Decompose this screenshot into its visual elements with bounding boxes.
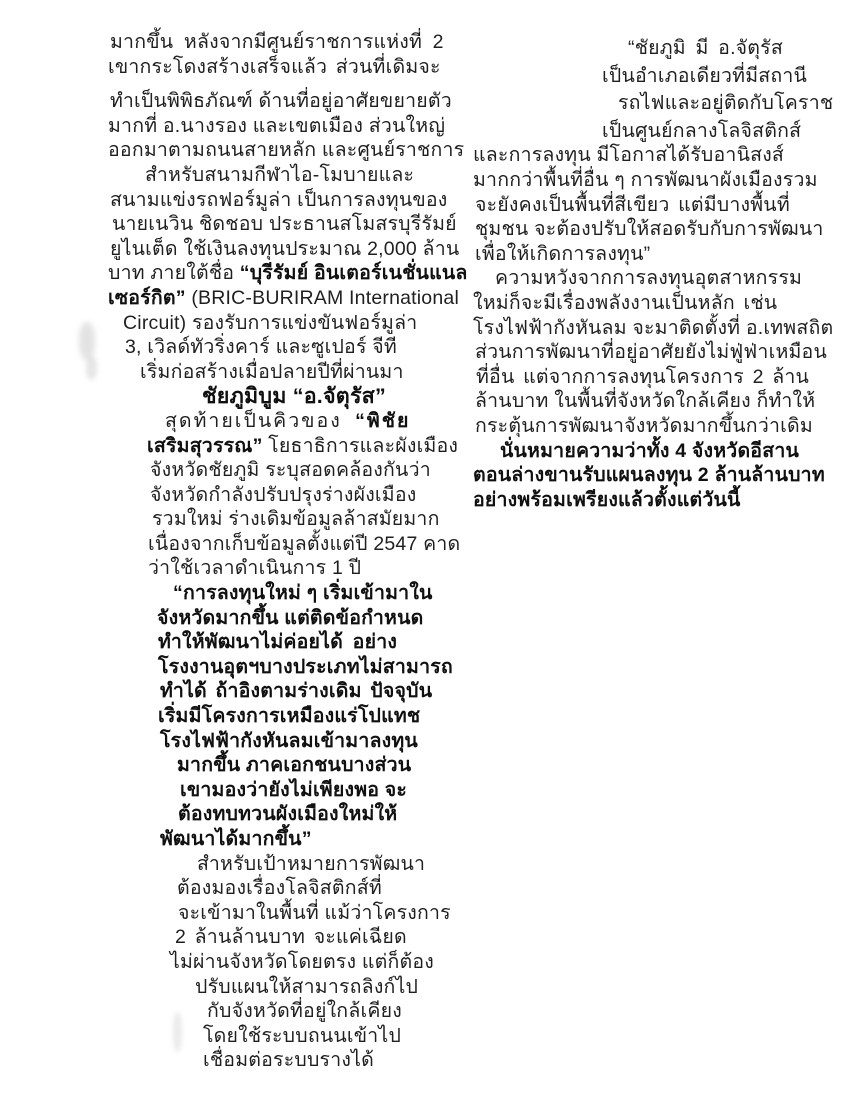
text-line	[140, 360, 480, 385]
text-line	[110, 89, 480, 114]
text-line	[173, 581, 480, 606]
text-line	[108, 384, 480, 409]
text-segment: มากกว่าพื้นที่อื่น ๆ การพัฒนาผังเมืองรวม	[473, 168, 818, 191]
text-line	[175, 925, 480, 950]
text-line	[473, 488, 851, 513]
text-line	[108, 261, 480, 286]
bold-text-segment: “บุรีรัมย์ อินเตอร์เนชั่นแนล	[239, 262, 468, 285]
text-line	[157, 606, 480, 631]
bold-text-segment: เซอร์กิต”	[108, 286, 186, 309]
text-line	[112, 212, 480, 237]
text-segment: กระตุ้นการพัฒนาจังหวัดมากขึ้นกว่าเดิม	[475, 414, 813, 437]
text-segment: เชื่อมต่อระบบรางได้	[203, 1049, 374, 1072]
text-line	[158, 704, 480, 729]
text-line	[160, 827, 480, 852]
bold-text-segment: โรงงานอุตฯบางประเภทไม่สามารถ	[158, 655, 453, 678]
text-line	[108, 138, 480, 163]
text-line	[170, 950, 480, 975]
text-line	[197, 852, 480, 877]
bold-text-segment: พัฒนาได้มากขึ้น”	[160, 828, 312, 850]
text-segment: รวมใหม่ ร่างเดิมข้อมูลล้าสมัยมาก	[152, 508, 440, 531]
text-segment: ต้องมองเรื่องโลจิสติกส์ที่	[177, 877, 382, 900]
text-line	[475, 389, 851, 414]
text-line	[475, 217, 851, 242]
bold-text-segment: “พิชัย	[355, 409, 411, 432]
text-line	[123, 311, 480, 336]
text-segment: โยธาธิการและผังเมือง	[262, 434, 459, 457]
text-line	[203, 1024, 480, 1049]
text-line	[180, 778, 480, 803]
text-line	[177, 876, 480, 901]
text-line	[150, 483, 480, 508]
text-line	[602, 64, 851, 89]
right-column	[473, 36, 851, 512]
bold-text-segment: จังหวัดมากขึ้น แต่ติดข้อกำหนด	[157, 606, 424, 629]
text-segment: “ชัยภูมิ มี อ.จัตุรัส	[628, 37, 783, 59]
bold-text-segment: ตอนล่างขานรับแผนลงทุน 2 ล้านล้านบาท	[473, 464, 825, 487]
text-line	[125, 335, 480, 360]
text-line	[628, 36, 851, 61]
scan-smudge	[79, 322, 95, 360]
text-line	[475, 340, 851, 365]
scan-smudge	[86, 356, 97, 380]
bold-text-segment: อย่างพร้อมเพรียงแล้วตั้งแต่วันนี้	[473, 488, 741, 511]
text-line	[195, 975, 480, 1000]
text-line	[473, 463, 851, 488]
text-line	[207, 999, 480, 1024]
text-segment: ความหวังจากการลงทุนอุตสาหกรรม	[495, 267, 803, 290]
text-line	[177, 753, 480, 778]
text-segment: ทำเป็นพิพิธภัณฑ์ ด้านที่อยู่อาศัยขยายตัว	[110, 90, 452, 113]
text-line	[500, 439, 851, 464]
text-segment: จะยังคงเป็นพื้นที่สีเขียว แต่มีบางพื้นที่	[475, 193, 790, 216]
text-line	[475, 414, 851, 439]
text-segment: บาท ภายใต้ชื่อ	[108, 262, 240, 285]
text-line	[110, 237, 480, 262]
text-segment: กับจังหวัดที่อยู่ใกล้เคียง	[207, 1000, 402, 1023]
text-line	[618, 91, 851, 116]
text-segment: สำหรับเป้าหมายการพัฒนา	[197, 852, 426, 875]
text-line	[473, 143, 851, 168]
bold-text-segment: โรงไฟฟ้ากังหันลมเข้ามาลงทุน	[160, 729, 418, 752]
text-line	[473, 291, 851, 316]
text-segment: 2 ล้านล้านบาท จะแค่เฉียด	[175, 926, 407, 949]
bold-text-segment: เริ่มมีโครงการเหมืองแร่โปแทช	[158, 705, 421, 728]
text-segment: เนื่องจากเก็บข้อมูลตั้งแต่ปี 2547 คาด	[148, 532, 461, 555]
text-line	[475, 193, 851, 218]
text-segment: ว่าใช้เวลาดำเนินการ 1 ปี	[148, 557, 362, 580]
bold-text-segment: ทำให้พัฒนาไม่ค่อยได้ อย่าง	[158, 631, 398, 654]
text-line	[495, 266, 851, 291]
text-segment: เป็นอำเภอเดียวที่มีสถานี	[602, 64, 808, 87]
text-segment: โรงไฟฟ้ากังหันลม จะมาติดตั้งที่ อ.เทพสถิต	[473, 316, 834, 339]
text-segment: จังหวัดกำลังปรับปรุงร่างผังเมือง	[150, 483, 417, 506]
text-segment: ล้านบาท ในพื้นที่จังหวัดใกล้เคียง ก็ทำให้	[475, 390, 816, 413]
text-line	[148, 532, 480, 557]
text-segment: เขากระโดงสร้างเสร็จแล้ว ส่วนที่เดิมจะ	[108, 55, 441, 78]
text-segment: 3, เวิลด์ทัวริ่งคาร์ และซูเปอร์ จีที	[125, 336, 397, 359]
text-segment: ส่วนการพัฒนาที่อยู่อาศัยยังไม่ฟู่ฟ่าเหมือน	[475, 341, 828, 364]
left-column	[108, 30, 480, 1073]
text-line	[147, 434, 480, 459]
text-segment: จังหวัดชัยภูมิ ระบุสอดคล้องกันว่า	[150, 459, 431, 482]
text-segment: โดยใช้ระบบถนนเข้าไป	[203, 1024, 402, 1047]
text-line	[108, 55, 480, 80]
text-line	[178, 802, 480, 827]
text-line	[473, 316, 851, 341]
text-line	[165, 409, 480, 434]
text-line	[110, 188, 480, 213]
bold-text-segment: มากขึ้น ภาคเอกชนบางส่วน	[177, 754, 412, 777]
text-line	[158, 630, 480, 655]
text-line	[178, 901, 480, 926]
text-segment: มากที่ อ.นางรอง และเขตเมือง ส่วนใหญ่	[108, 114, 446, 137]
text-segment: สนามแข่งรถฟอร์มูล่า เป็นการลงทุนของ	[110, 188, 448, 211]
text-segment: นายเนวิน ชิดชอบ ประธานสโมสรบุรีรัมย์	[112, 213, 457, 236]
bold-text-segment: ต้องทบทวนผังเมืองใหม่ให้	[178, 803, 398, 826]
bold-text-segment: เขามองว่ายังไม่เพียงพอ จะ	[180, 778, 408, 801]
text-line	[108, 114, 480, 139]
text-line	[160, 679, 480, 704]
bold-text-segment: “การลงทุนใหม่ ๆ เริ่มเข้ามาใน	[173, 582, 433, 605]
text-segment: จะเข้ามาในพื้นที่ แม้ว่าโครงการ	[178, 901, 451, 924]
text-segment: มากขึ้น หลังจากมีศูนย์ราชการแห่งที่ 2	[110, 31, 444, 53]
bold-text-segment: ชัยภูมิบูม “อ.จัตุรัส”	[202, 384, 386, 409]
text-line	[160, 729, 480, 754]
bold-text-segment: นั่นหมายความว่าทั้ง 4 จังหวัดอีสาน	[500, 439, 800, 462]
text-segment: ใหม่ก็จะมีเรื่องพลังงานเป็นหลัก เช่น	[473, 291, 778, 314]
text-segment: Circuit) รองรับการแข่งขันฟอร์มูล่า	[123, 311, 418, 334]
text-segment: ชุมชน จะต้องปรับให้สอดรับกับการพัฒนา	[475, 218, 824, 241]
text-segment: เป็นศูนย์กลางโลจิสติกส์	[602, 119, 802, 142]
text-segment: สำหรับสนามกีฬาไอ-โมบายและ	[145, 163, 415, 186]
text-segment: ยูไนเต็ด ใช้เงินลงทุนประมาณ 2,000 ล้าน	[110, 237, 460, 260]
text-line	[145, 163, 480, 188]
bold-text-segment: เสริมสุวรรณ”	[147, 434, 263, 457]
text-segment: และการลงทุน มีโอกาสได้รับอานิสงส์	[473, 144, 785, 167]
text-segment: ไม่ผ่านจังหวัดโดยตรง แต่ก็ต้อง	[170, 950, 434, 973]
text-line	[602, 119, 851, 144]
text-line	[108, 286, 480, 311]
text-line	[152, 507, 480, 532]
text-line	[150, 458, 480, 483]
text-segment: ที่อื่น แต่จากการลงทุนโครงการ 2 ล้าน	[476, 365, 810, 388]
text-segment: เริ่มก่อสร้างเมื่อปลายปีที่ผ่านมา	[140, 360, 404, 383]
text-line	[110, 30, 480, 55]
bold-text-segment: ทำได้ ถ้าอิงตามร่างเดิม ปัจจุบัน	[160, 680, 433, 703]
text-segment: รถไฟและอยู่ติดกับโคราช	[618, 92, 834, 115]
text-line	[203, 1048, 480, 1073]
text-segment: (BRIC-BURIRAM International	[185, 286, 459, 309]
text-line	[148, 556, 480, 581]
text-line	[476, 365, 851, 390]
text-line	[475, 242, 851, 267]
text-segment: สุดท้ายเป็นคิวของ	[165, 409, 356, 432]
text-segment: ปรับแผนให้สามารถลิงก์ไป	[195, 975, 419, 998]
text-segment: ออกมาตามถนนสายหลัก และศูนย์ราชการ	[108, 139, 465, 162]
text-segment: เพื่อให้เกิดการลงทุน”	[475, 242, 651, 265]
text-line	[473, 168, 851, 193]
text-line	[158, 655, 480, 680]
